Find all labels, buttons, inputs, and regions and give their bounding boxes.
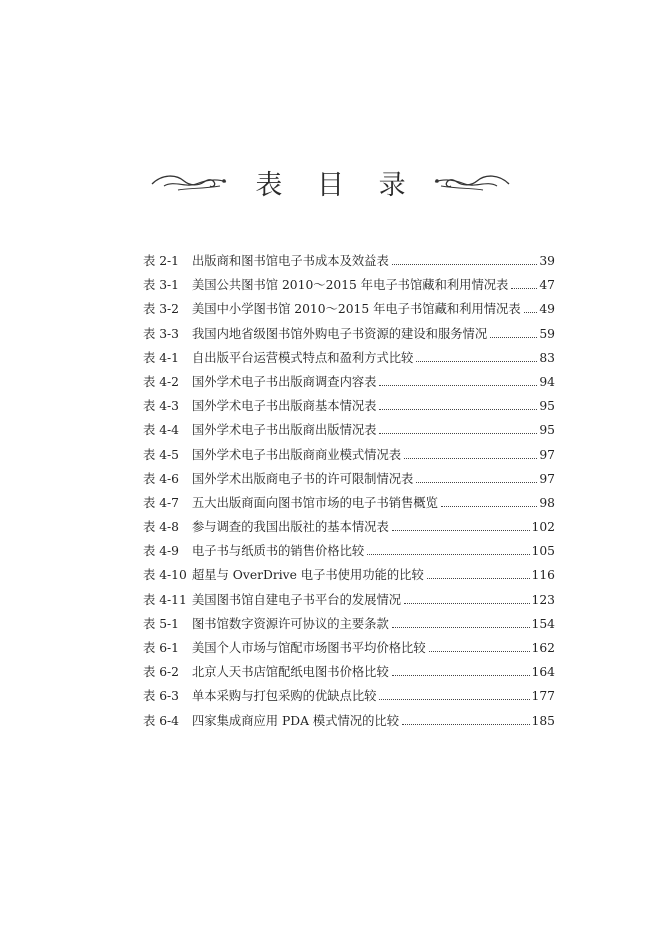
dot-leader	[490, 337, 537, 338]
entry-number: 表 6-4	[143, 713, 180, 728]
entry-number: 表 3-3	[143, 326, 180, 341]
left-flourish-ornament	[150, 170, 230, 194]
entry-number: 表 4-4	[143, 423, 180, 438]
entry-title: 参与调查的我国出版社的基本情况表	[192, 520, 389, 535]
entry-title: 国外学术电子书出版商调查内容表	[192, 374, 377, 389]
entry-page-number: 102	[531, 520, 555, 535]
dot-leader	[379, 699, 529, 700]
entry-number: 表 4-10	[143, 568, 187, 583]
dot-leader	[379, 385, 537, 386]
entry-number: 表 6-2	[143, 665, 180, 680]
entry-title: 出版商和图书馆电子书成本及效益表	[192, 254, 389, 268]
toc-entry[interactable]	[143, 493, 555, 517]
entry-number: 表 2-1	[143, 254, 180, 268]
entry-page-number: 185	[531, 713, 555, 728]
entry-title: 超星与 OverDrive 电子书使用功能的比较	[192, 568, 424, 583]
toc-entry[interactable]	[143, 565, 555, 589]
toc-entry[interactable]	[143, 324, 555, 348]
entry-title: 国外学术出版商电子书的许可限制情况表	[192, 471, 414, 486]
entry-number: 表 6-1	[143, 641, 180, 655]
toc-entry[interactable]	[143, 638, 555, 662]
toc-entry[interactable]	[143, 445, 555, 469]
entry-title: 美国公共图书馆 2010～2015 年电子书馆藏和利用情况表	[192, 278, 509, 293]
entry-number: 表 4-3	[143, 399, 180, 414]
entry-page-number: 123	[531, 592, 555, 607]
dot-leader	[511, 288, 537, 289]
entry-page-number: 162	[531, 641, 555, 655]
entry-number: 表 4-7	[143, 495, 180, 510]
toc-entry[interactable]	[143, 590, 555, 614]
entry-title: 美国图书馆自建电子书平台的发展情况	[192, 592, 402, 607]
entry-page-number: 98	[539, 495, 555, 510]
entry-title: 图书馆数字资源许可协议的主要条款	[192, 616, 389, 631]
dot-leader	[402, 724, 530, 725]
entry-number: 表 4-2	[143, 374, 180, 389]
entry-title: 国外学术电子书出版商基本情况表	[192, 399, 377, 414]
toc-entry[interactable]	[143, 517, 555, 541]
entry-number: 表 3-1	[143, 278, 180, 293]
entry-number: 表 6-3	[143, 689, 180, 704]
entry-page-number: 94	[539, 374, 555, 389]
entry-page-number: 154	[531, 616, 555, 631]
toc-entry[interactable]	[143, 711, 555, 735]
toc-entry[interactable]	[143, 614, 555, 638]
toc-entry[interactable]	[143, 469, 555, 493]
title-header	[0, 160, 661, 204]
entry-number: 表 5-1	[143, 616, 180, 631]
toc-entry[interactable]	[143, 251, 555, 275]
toc-entry[interactable]	[143, 686, 555, 710]
table-of-tables-list	[143, 251, 555, 735]
entry-number: 表 4-9	[143, 544, 180, 559]
dot-leader	[367, 554, 529, 555]
toc-entry[interactable]	[143, 372, 555, 396]
entry-number: 表 3-2	[143, 302, 180, 317]
dot-leader	[524, 312, 538, 313]
page-title: 表 目 录	[255, 169, 419, 201]
entry-page-number: 49	[539, 302, 555, 317]
entry-number: 表 4-5	[143, 447, 180, 462]
dot-leader	[379, 409, 537, 410]
entry-title: 四家集成商应用 PDA 模式情况的比较	[192, 713, 399, 728]
entry-title: 美国个人市场与馆配市场图书平均价格比较	[192, 641, 426, 655]
right-flourish-ornament	[431, 170, 511, 194]
dot-leader	[427, 578, 530, 579]
entry-page-number: 95	[539, 399, 555, 414]
dot-leader	[429, 651, 530, 652]
entry-page-number: 116	[531, 568, 555, 583]
entry-page-number: 97	[539, 471, 555, 486]
entry-page-number: 47	[539, 278, 555, 293]
entry-number: 表 4-11	[143, 592, 187, 607]
toc-entry[interactable]	[143, 275, 555, 299]
toc-entry[interactable]	[143, 396, 555, 420]
toc-entry[interactable]	[143, 299, 555, 323]
entry-page-number: 177	[531, 689, 555, 704]
entry-page-number: 164	[531, 665, 555, 680]
entry-title: 北京人天书店馆配纸电图书价格比较	[192, 665, 389, 680]
dot-leader	[404, 603, 529, 604]
entry-title: 美国中小学图书馆 2010～2015 年电子书馆藏和利用情况表	[192, 302, 521, 317]
entry-number: 表 4-6	[143, 471, 180, 486]
entry-page-number: 83	[539, 350, 555, 365]
entry-page-number: 97	[539, 447, 555, 462]
entry-page-number: 59	[539, 326, 555, 341]
toc-entry[interactable]	[143, 420, 555, 444]
entry-title: 电子书与纸质书的销售价格比较	[192, 544, 365, 559]
entry-page-number: 39	[539, 254, 555, 268]
dot-leader	[392, 675, 530, 676]
dot-leader	[416, 482, 537, 483]
entry-title: 自出版平台运营模式特点和盈利方式比较	[192, 350, 414, 365]
dot-leader	[416, 361, 537, 362]
entry-page-number: 105	[531, 544, 555, 559]
entry-number: 表 4-1	[143, 350, 180, 365]
dot-leader	[441, 506, 537, 507]
entry-title: 国外学术电子书出版商出版情况表	[192, 423, 377, 438]
entry-title: 单本采购与打包采购的优缺点比较	[192, 689, 377, 704]
entry-number: 表 4-8	[143, 520, 180, 535]
toc-entry[interactable]	[143, 541, 555, 565]
toc-entry[interactable]	[143, 662, 555, 686]
dot-leader	[379, 433, 537, 434]
toc-entry[interactable]	[143, 348, 555, 372]
dot-leader	[392, 530, 530, 531]
entry-title: 国外学术电子书出版商商业模式情况表	[192, 447, 402, 462]
entry-title: 五大出版商面向图书馆市场的电子书销售概览	[192, 495, 438, 510]
dot-leader	[392, 627, 530, 628]
dot-leader	[404, 458, 537, 459]
entry-title: 我国内地省级图书馆外购电子书资源的建设和服务情况	[192, 326, 488, 341]
dot-leader	[392, 264, 538, 265]
entry-page-number: 95	[539, 423, 555, 438]
